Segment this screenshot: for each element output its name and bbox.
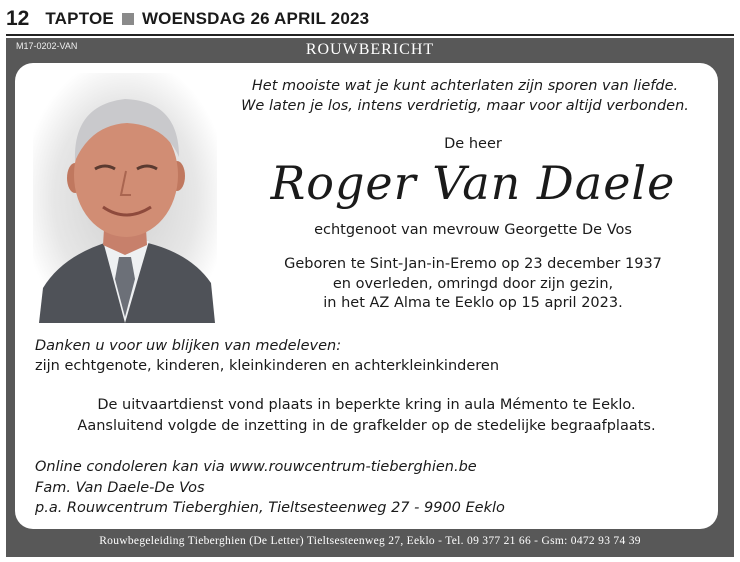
family-line: zijn echtgenote, kinderen, kleinkinderen en achterkleinkinderen [35,358,500,374]
condolence-line: Online condoleren kan via www.rouwcentrum-tieberghien.be [35,459,477,475]
header-rule [6,34,734,36]
birth-death-details [233,255,713,314]
thanks-intro: Danken u voor uw blijken van medeleven: [35,338,342,354]
address-line: p.a. Rouwcentrum Tieberghien, Tieltsesteenweg 27 - 9900 Eeklo [35,500,505,516]
spouse-line: echtgenoot van mevrouw Georgette De Vos [314,222,632,238]
quote-line: We laten je los, intens verdrietig, maar voor altijd verbonden. [241,98,689,114]
service-info [15,395,718,436]
deceased-name: Roger Van Daele [270,156,676,210]
notice-heading: ROUWBERICHT [305,41,435,58]
contact-info [35,457,695,519]
funeral-home-footer: Rouwbegeleiding Tieberghien (De Letter) Tieltsesteenweg 27, Eeklo - Tel. 09 377 21 66 - Gsm: 0472 93 74 39 [99,535,641,547]
page-header [6,6,734,32]
page-number: 12 [6,7,30,30]
service-line: Aansluitend volgde de inzetting in de grafkelder op de stedelijke begraafplaats. [77,417,656,434]
quote-line: Het mooiste wat je kunt achterlaten zijn sporen van liefde. [251,78,679,94]
detail-line: en overleden, omringd door zijn gezin, [332,275,614,292]
detail-line: Geboren te Sint-Jan-in-Eremo op 23 december 1937 [284,256,662,272]
memorial-quote [215,76,715,116]
detail-line: in het AZ Alma te Eeklo op 15 april 2023. [323,295,623,311]
separator-square-icon [122,13,134,25]
service-line: De uitvaartdienst vond plaats in beperkte kring in aula Mémento te Eeklo. [97,397,636,413]
newspaper-name: TAPTOE [45,9,114,28]
family-name-line: Fam. Van Daele-De Vos [35,479,205,496]
notice-code: M17-0202-VAN [16,41,78,51]
death-notice [6,38,734,557]
thanks-section [35,336,695,376]
portrait-photo [33,73,217,323]
issue-date: WOENSDAG 26 APRIL 2023 [141,9,370,28]
notice-card [15,63,718,529]
honorific: De heer [444,136,502,152]
